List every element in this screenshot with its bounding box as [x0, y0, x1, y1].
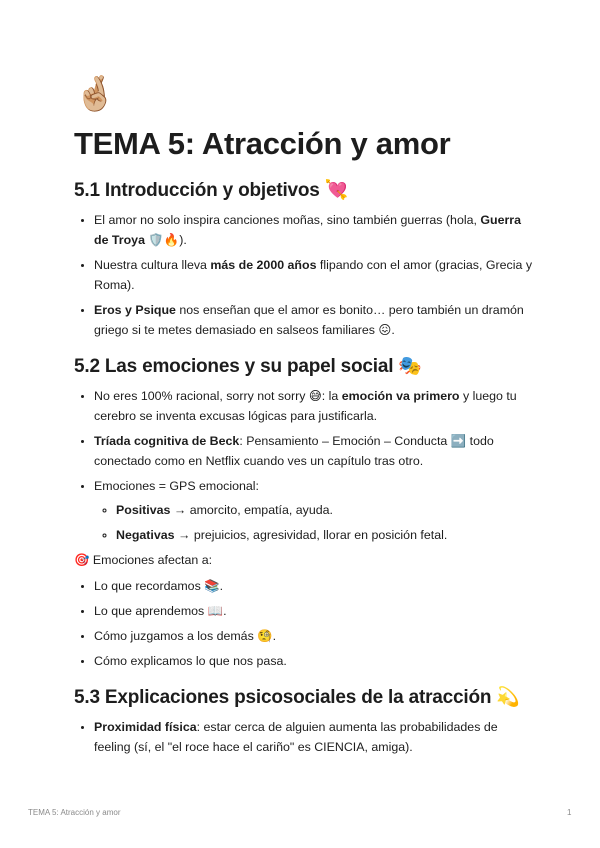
section-5-1-list	[74, 210, 534, 340]
section-heading-5-2: 5.2 Las emociones y su papel social 🎭	[74, 356, 422, 377]
section-5-3-list	[74, 717, 534, 757]
page-number: 1	[567, 808, 572, 817]
list-item: • Cómo explicamos lo que nos pasa.	[94, 651, 534, 671]
crossed-fingers-emoji: 🤞🏼	[74, 75, 117, 113]
emotions-affect-list	[74, 576, 534, 671]
section-heading-5-3: 5.3 Explicaciones psicosociales de la atracción 💫	[74, 687, 520, 708]
list-item: • Eros y Psique nos enseñan que el amor es bonito… pero también un dramón griego si te metes demasiado en salseos familiares 😖.	[94, 300, 534, 340]
list-item: • Proximidad física: estar cerca de alguien aumenta las probabilidades de feeling (sí, el "el roce hace el cariño" es CIENCIA, amiga).	[94, 717, 534, 757]
document-page	[74, 74, 534, 762]
list-item: ◦ Positivas → amorcito, empatía, ayuda.	[116, 500, 534, 520]
emotions-affect-intro: 🎯 Emociones afectan a:	[74, 553, 213, 567]
list-item: • Cómo juzgamos a los demás 🧐.	[94, 626, 534, 646]
section-5-2-list	[74, 386, 534, 545]
emotion-types-sublist	[94, 500, 534, 545]
section-heading-5-1: 5.1 Introducción y objetivos 💘	[74, 180, 349, 201]
list-item: • Nuestra cultura lleva más de 2000 años flipando con el amor (gracias, Grecia y Roma).	[94, 255, 534, 295]
list-item: • Lo que recordamos 📚.	[94, 576, 534, 596]
list-item: • Lo que aprendemos 📖.	[94, 601, 534, 621]
list-item: • Emociones = GPS emocional: ◦ Positivas → amorcito, empatía, ayuda. ◦ Negativas → prejuicios, agresividad, llorar en posición fetal.	[94, 476, 534, 545]
footer-title: TEMA 5: Atracción y amor	[28, 808, 121, 817]
list-item: • No eres 100% racional, sorry not sorry 😅: la emoción va primero y luego tu cerebro se inventa excusas lógicas para justificarla.	[94, 386, 534, 426]
list-item: ◦ Negativas → prejuicios, agresividad, llorar en posición fetal.	[116, 525, 534, 545]
list-item: • El amor no solo inspira canciones moñas, sino también guerras (hola, Guerra de Troya 🛡️🔥).	[94, 210, 534, 250]
list-item: • Tríada cognitiva de Beck: Pensamiento – Emoción – Conducta ➡️ todo conectado como en Netflix cuando ves un capítulo tras otro.	[94, 431, 534, 471]
page-title: TEMA 5: Atracción y amor	[74, 126, 451, 161]
